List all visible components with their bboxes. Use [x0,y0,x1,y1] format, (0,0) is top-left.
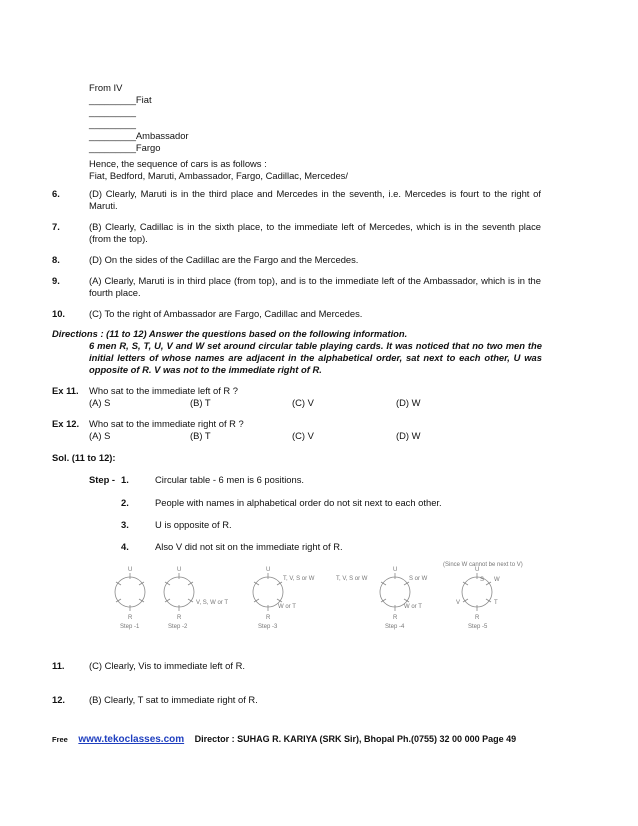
option: (C) V [292,397,314,408]
step-number: 1. [121,474,129,485]
diagram-label: R [393,615,398,621]
answer-number: 8. [52,254,60,265]
table-circle [115,577,145,607]
table-circle [462,577,492,607]
example-label: Ex 12. [52,418,80,429]
intro-line: _________Fargo [89,142,161,153]
diagram-label: R [266,615,271,621]
diagram-label: W [494,577,500,583]
answer-text: (B) Clearly, T sat to immediate right of R. [89,694,258,705]
step-text: People with names in alphabetical order do not sit next to each other. [155,497,442,508]
solution-heading: Sol. (11 to 12): [52,452,116,463]
diagram-note: (Since W cannot be next to V) [443,562,523,568]
diagram-note: T, V, S or W [336,576,368,582]
page-footer [52,733,516,746]
diagram-label: R [177,615,182,621]
diagram-step-2 [164,573,194,611]
diagram-label: U [393,567,398,573]
diagram-step-label: Step -5 [468,624,488,630]
step-text: Also V did not sit on the immediate right of R. [155,541,343,552]
diagram-note: S or W [409,576,428,582]
diagram-label: U [128,567,133,573]
diagram-step-5 [462,573,492,611]
intro-hence: Hence, the sequence of cars is as follows : [89,158,267,169]
answer-number: 10. [52,308,66,319]
step-label: Step - [89,474,116,485]
diagram-label: T [494,600,498,606]
option: (B) T [190,430,211,441]
answer-number: 7. [52,221,60,232]
diagram-label: U [266,567,271,573]
option: (A) S [89,397,111,408]
intro-line: _________Ambassador [89,130,189,141]
directions-heading: Directions : (11 to 12) Answer the questions based on the following information. [52,328,408,339]
option: (A) S [89,430,111,441]
diagram-step-label: Step -3 [258,624,278,630]
diagram-step-1 [115,573,145,611]
diagram-label: U [177,567,182,573]
footer-website-link[interactable]: www.tekoclasses.com [78,734,185,745]
diagram-step-label: Step -1 [120,624,140,630]
diagram-step-label: Step -4 [385,624,405,630]
option: (C) V [292,430,314,441]
diagram-label: V [456,600,461,606]
example-label: Ex 11. [52,385,79,396]
answer-text: (D) On the sides of the Cadillac are the Fargo and the Mercedes. [89,254,359,265]
intro-line: _________Fiat [89,94,152,105]
diagram-label: R [475,615,480,621]
answer-number: 11. [52,660,65,671]
table-circle [164,577,194,607]
table-circle [253,577,283,607]
intro-line: _________ [89,118,136,129]
example-question: Who sat to the immediate left of R ? [89,385,239,396]
option: (B) T [190,397,211,408]
diagram-label: R [128,615,133,621]
diagram-note: W or T [404,604,422,610]
step-text: U is opposite of R. [155,519,232,530]
diagram-note: W or T [278,604,296,610]
intro-sequence: Fiat, Bedford, Maruti, Ambassador, Fargo, Cadillac, Mercedes/ [89,170,348,181]
answer-text: (C) To the right of Ambassador are Fargo, Cadillac and Mercedes. [89,308,363,319]
seating-diagrams [100,560,550,630]
diagram-step-label: Step -2 [168,624,188,630]
step-number: 3. [121,519,129,530]
step-number: 2. [121,497,129,508]
answer-text: (D) Clearly, Maruti is in the third place and Mercedes in the seventh, i.e. Mercedes is fourt to the right of Maruti. [89,188,541,211]
example-question: Who sat to the immediate right of R ? [89,418,244,429]
answer-text: (C) Clearly, Vis to immediate left of R. [89,660,245,671]
diagram-label: U [475,567,480,573]
answer-number: 6. [52,188,60,199]
answer-text: (B) Clearly, Cadillac is in the sixth place, to the immediate left of Mercedes, which is in the seventh place (from the top). [89,221,541,244]
diagram-note: T, V, S or W [283,576,315,582]
answer-number: 12. [52,694,66,705]
intro-from: From IV [89,82,123,93]
diagram-label: S [480,577,485,583]
step-text: Circular table - 6 men is 6 positions. [155,474,305,485]
option: (D) W [396,430,421,441]
intro-line: _________ [89,106,136,117]
footer-free: Free [52,735,68,744]
answer-number: 9. [52,275,60,286]
footer-director: Director : SUHAG R. KARIYA (SRK Sir), Bhopal Ph.(0755) 32 00 000 Page 49 [194,734,517,744]
option: (D) W [396,397,421,408]
answer-text: (A) Clearly, Maruti is in third place (from top), and is to the immediate left of the Ambassador, which is in the fourth place. [89,275,541,298]
table-circle [380,577,410,607]
step-number: 4. [121,541,129,552]
diagram-note: V, S, W or T [196,600,229,606]
directions-body: 6 men R, S, T, U, V and W set around circular table playing cards. It was noticed that no two men the initial letters of whose names are adjacent in the alphabetical order, sat next to each other, U was opposite of R. V was not to the immediate right of R. [89,340,542,375]
